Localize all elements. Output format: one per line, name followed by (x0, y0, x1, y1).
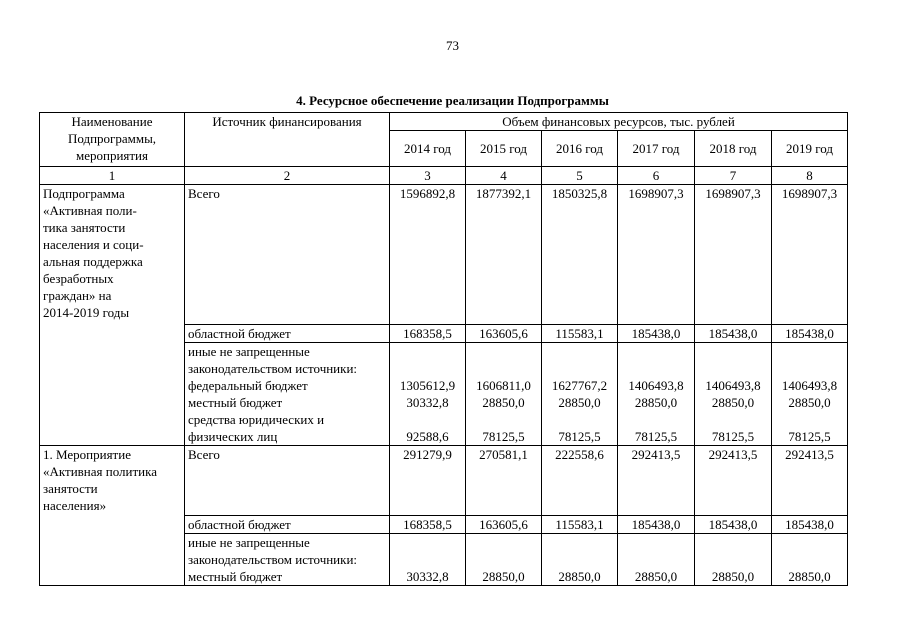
column-number: 3 (390, 167, 466, 185)
value-cell: 163605,6 (466, 516, 542, 534)
header-year: 2018 год (695, 131, 772, 167)
resource-table (39, 112, 848, 586)
value-cell: 1627767,2 28850,0 78125,5 (542, 343, 618, 446)
value-cell: 28850,0 (772, 534, 848, 586)
value-cell: 270581,1 (466, 446, 542, 516)
header-volume: Объем финансовых ресурсов, тыс. рублей (390, 113, 848, 131)
source-label: иные не запрещенные законодательством источники: федеральный бюджет местный бюджет средства юридических и физических лиц (185, 343, 390, 446)
value-cell: 1406493,8 28850,0 78125,5 (772, 343, 848, 446)
measure-name: 1. Мероприятие «Активная политика занятости населения» (40, 446, 185, 586)
value-cell: 185438,0 (772, 516, 848, 534)
table-row (40, 185, 848, 325)
value-cell: 1850325,8 (542, 185, 618, 325)
value-cell: 1406493,8 28850,0 78125,5 (695, 343, 772, 446)
value-cell: 185438,0 (618, 325, 695, 343)
column-number: 8 (772, 167, 848, 185)
column-number: 5 (542, 167, 618, 185)
value-cell: 1877392,1 (466, 185, 542, 325)
value-cell: 115583,1 (542, 516, 618, 534)
source-label: областной бюджет (185, 516, 390, 534)
column-number: 4 (466, 167, 542, 185)
value-cell: 185438,0 (695, 516, 772, 534)
source-label: Всего (185, 446, 390, 516)
value-cell: 185438,0 (772, 325, 848, 343)
subprogram-name: Подпрограмма «Активная поли- тика занятости населения и соци- альная поддержка безработных граждан» на 2014-2019 годы (40, 185, 185, 446)
value-cell: 28850,0 (466, 534, 542, 586)
column-number: 2 (185, 167, 390, 185)
header-year: 2017 год (618, 131, 695, 167)
table-row (40, 446, 848, 516)
value-cell: 292413,5 (618, 446, 695, 516)
section-title: 4. Ресурсное обеспечение реализации Подпрограммы (296, 93, 609, 108)
value-cell: 291279,9 (390, 446, 466, 516)
column-number: 7 (695, 167, 772, 185)
source-label: Всего (185, 185, 390, 325)
value-cell: 222558,6 (542, 446, 618, 516)
value-cell: 1606811,0 28850,0 78125,5 (466, 343, 542, 446)
value-cell: 28850,0 (618, 534, 695, 586)
value-cell: 1305612,9 30332,8 92588,6 (390, 343, 466, 446)
header-year: 2016 год (542, 131, 618, 167)
source-label: областной бюджет (185, 325, 390, 343)
header-name: Наименование Подпрограммы, мероприятия (40, 113, 185, 167)
value-cell: 1596892,8 (390, 185, 466, 325)
header-year: 2015 год (466, 131, 542, 167)
header-year: 2019 год (772, 131, 848, 167)
column-number: 6 (618, 167, 695, 185)
value-cell: 163605,6 (466, 325, 542, 343)
header-year: 2014 год (390, 131, 466, 167)
value-cell: 168358,5 (390, 325, 466, 343)
header-source: Источник финансирования (185, 113, 390, 167)
value-cell: 185438,0 (695, 325, 772, 343)
value-cell: 30332,8 (390, 534, 466, 586)
value-cell: 292413,5 (772, 446, 848, 516)
page-number: 73 (446, 38, 459, 53)
value-cell: 28850,0 (695, 534, 772, 586)
value-cell: 168358,5 (390, 516, 466, 534)
value-cell: 1698907,3 (772, 185, 848, 325)
value-cell: 185438,0 (618, 516, 695, 534)
value-cell: 292413,5 (695, 446, 772, 516)
value-cell: 1698907,3 (618, 185, 695, 325)
column-number: 1 (40, 167, 185, 185)
value-cell: 1698907,3 (695, 185, 772, 325)
value-cell: 115583,1 (542, 325, 618, 343)
value-cell: 28850,0 (542, 534, 618, 586)
source-label: иные не запрещенные законодательством источники: местный бюджет (185, 534, 390, 586)
value-cell: 1406493,8 28850,0 78125,5 (618, 343, 695, 446)
